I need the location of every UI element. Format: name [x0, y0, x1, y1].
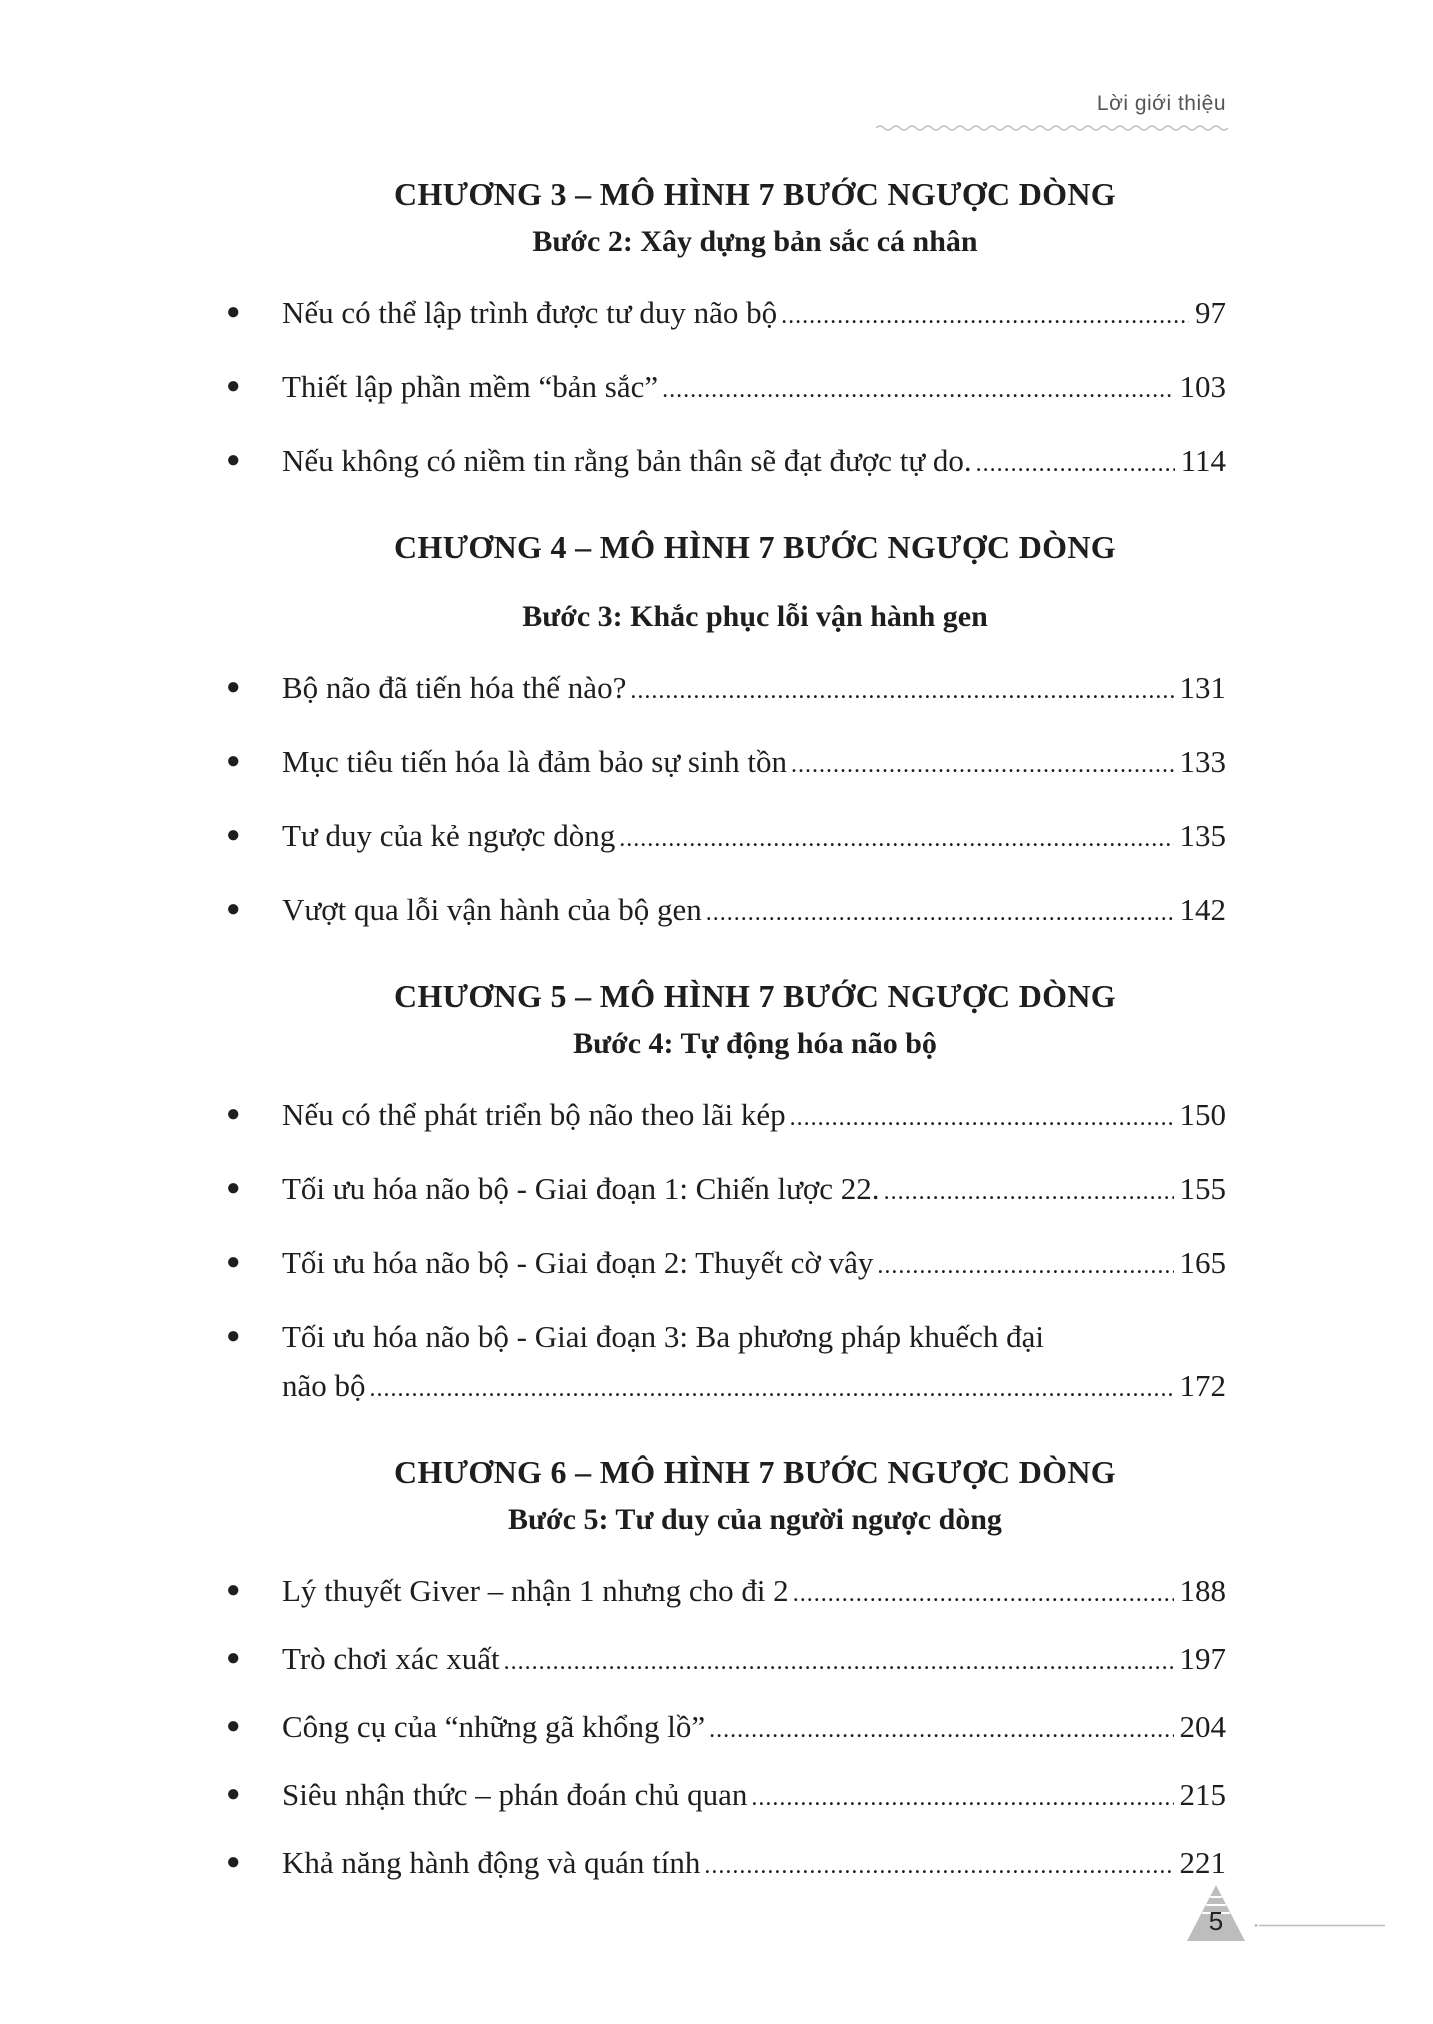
bullet-icon: ●: [226, 1101, 241, 1127]
toc-entry[interactable]: [222, 885, 1226, 938]
bullet-icon: ●: [226, 299, 241, 325]
chapter-title: CHƯƠNG 4 – MÔ HÌNH 7 BƯỚC NGƯỢC DÒNG: [394, 529, 1116, 565]
bullet-icon: ●: [226, 896, 241, 922]
toc-entry-label: Nếu có thể lập trình được tư duy não bộ: [282, 295, 778, 330]
bullet-icon: ●: [226, 1781, 241, 1807]
chapter-title: CHƯƠNG 6 – MÔ HÌNH 7 BƯỚC NGƯỢC DÒNG: [394, 1454, 1116, 1490]
page-number-block: [1185, 1883, 1247, 1943]
bullet-icon: ●: [226, 1323, 241, 1349]
dot-leader: [504, 1638, 1174, 1687]
dot-leader: [877, 1242, 1173, 1291]
footer-rule: [1253, 1924, 1385, 1927]
toc-list: [222, 1566, 1226, 1891]
chapter-title: CHƯƠNG 5 – MÔ HÌNH 7 BƯỚC NGƯỢC DÒNG: [394, 978, 1116, 1014]
dot-leader: [751, 1774, 1173, 1823]
toc-entry-page: 97: [1195, 295, 1226, 330]
toc-entry-page: 133: [1179, 744, 1226, 779]
toc-entry-label: Công cụ của “những gã khổng lồ”: [282, 1709, 706, 1744]
dot-leader: [706, 889, 1174, 938]
dot-leader: [791, 741, 1174, 790]
dot-leader: [793, 1570, 1174, 1619]
toc-list: [222, 1090, 1226, 1414]
toc-entry-label: Mục tiêu tiến hóa là đảm bảo sự sinh tồn: [282, 744, 787, 779]
chapter-subtitle: Bước 3: Khắc phục lỗi vận hành gen: [522, 600, 988, 633]
toc-entry-page: 150: [1179, 1097, 1226, 1132]
bullet-icon: ●: [226, 1175, 241, 1201]
dot-leader: [976, 440, 1175, 489]
toc-entry[interactable]: [222, 1770, 1226, 1823]
toc-entry-page: 215: [1179, 1777, 1226, 1812]
toc-entry-page: 103: [1179, 369, 1226, 404]
toc-entry[interactable]: [222, 1090, 1226, 1143]
chapter-6: [222, 1448, 1226, 1891]
dot-leader: [662, 366, 1173, 415]
toc-list: [222, 288, 1226, 489]
dot-leader: [709, 1706, 1173, 1755]
toc-entry[interactable]: [222, 737, 1226, 790]
bullet-icon: ●: [226, 1849, 241, 1875]
toc-entry-label: Thiết lập phần mềm “bản sắc”: [282, 369, 659, 404]
toc-entry-page: 204: [1179, 1709, 1226, 1744]
bullet-icon: ●: [226, 822, 241, 848]
toc-entry-page: 131: [1179, 670, 1226, 705]
toc-entry[interactable]: [222, 663, 1226, 716]
chapter-4: [222, 523, 1226, 938]
toc-entry-page: 197: [1179, 1641, 1226, 1676]
toc-entry-label: Trò chơi xác xuất: [282, 1641, 500, 1676]
toc-entry-label: Bộ não đã tiến hóa thế nào?: [282, 670, 627, 705]
toc-entry-label: Lý thuyết Giver – nhận 1 nhưng cho đi 2: [282, 1573, 789, 1608]
toc-entry[interactable]: [222, 1164, 1226, 1217]
toc-entry-label: Khả năng hành động và quán tính: [282, 1845, 701, 1880]
toc-entry[interactable]: [222, 362, 1226, 415]
toc-entry-label: Vượt qua lỗi vận hành của bộ gen: [282, 892, 702, 927]
toc-entry-label: Tư duy của kẻ ngược dòng: [282, 818, 616, 853]
dot-leader: [704, 1842, 1173, 1891]
bullet-icon: ●: [226, 1645, 241, 1671]
toc-entry[interactable]: [222, 1238, 1226, 1291]
toc-entry[interactable]: [222, 1838, 1226, 1891]
chapter-5: [222, 972, 1226, 1414]
bullet-icon: ●: [226, 447, 241, 473]
toc-entry-label: não bộ: [282, 1368, 366, 1403]
bullet-icon: ●: [226, 1577, 241, 1603]
toc-entry-page: 165: [1179, 1245, 1226, 1280]
dot-leader: [630, 667, 1173, 716]
dot-leader: [781, 292, 1189, 341]
toc-entry-page: 135: [1179, 818, 1226, 853]
toc-entry[interactable]: [222, 288, 1226, 341]
toc-entry-label: Siêu nhận thức – phán đoán chủ quan: [282, 1777, 748, 1812]
dot-leader: [884, 1168, 1174, 1217]
toc-entry[interactable]: [222, 1566, 1226, 1619]
bullet-icon: ●: [226, 674, 241, 700]
toc-entry-label: Tối ưu hóa não bộ - Giai đoạn 1: Chiến lược 22.: [282, 1171, 880, 1206]
toc-entry-page: 142: [1179, 892, 1226, 927]
toc-entry-label: Nếu có thể phát triển bộ não theo lãi kép: [282, 1097, 786, 1132]
toc-entry-label: Tối ưu hóa não bộ - Giai đoạn 2: Thuyết cờ vây: [282, 1245, 874, 1280]
dot-leader: [790, 1094, 1174, 1143]
chapter-title: CHƯƠNG 3 – MÔ HÌNH 7 BƯỚC NGƯỢC DÒNG: [394, 176, 1116, 212]
table-of-contents: [222, 170, 1226, 1891]
chapter-subtitle: Bước 5: Tư duy của người ngược dòng: [508, 1503, 1002, 1536]
toc-entry-page: 155: [1179, 1171, 1226, 1206]
toc-entry[interactable]: [222, 1634, 1226, 1687]
toc-entry[interactable]: [222, 436, 1226, 489]
bullet-icon: ●: [226, 373, 241, 399]
dot-leader: [370, 1365, 1174, 1414]
toc-entry-page: 172: [1179, 1368, 1226, 1403]
toc-entry[interactable]: [222, 811, 1226, 864]
toc-entry[interactable]: [222, 1702, 1226, 1755]
bullet-icon: ●: [226, 1249, 241, 1275]
running-header: Lời giới thiệu: [1096, 92, 1226, 115]
chapter-3: [222, 170, 1226, 489]
chapter-subtitle: Bước 4: Tự động hóa não bộ: [573, 1027, 937, 1060]
toc-entry-page: 188: [1179, 1573, 1226, 1608]
bullet-icon: ●: [226, 1713, 241, 1739]
toc-list: [222, 663, 1226, 938]
page-number: 5: [1208, 1906, 1224, 1936]
toc-entry[interactable]: [222, 1312, 1226, 1414]
chapter-subtitle: Bước 2: Xây dựng bản sắc cá nhân: [532, 225, 978, 258]
toc-entry-page: 221: [1179, 1845, 1226, 1880]
bullet-icon: ●: [226, 748, 241, 774]
header-wave-ornament: [876, 124, 1228, 132]
toc-entry-label: Nếu không có niềm tin rằng bản thân sẽ đạt được tự do.: [282, 443, 972, 478]
toc-entry-page: 114: [1180, 443, 1226, 478]
toc-entry-label-line1: Tối ưu hóa não bộ - Giai đoạn 3: Ba phương pháp khuếch đại: [282, 1319, 1044, 1354]
dot-leader: [619, 815, 1173, 864]
